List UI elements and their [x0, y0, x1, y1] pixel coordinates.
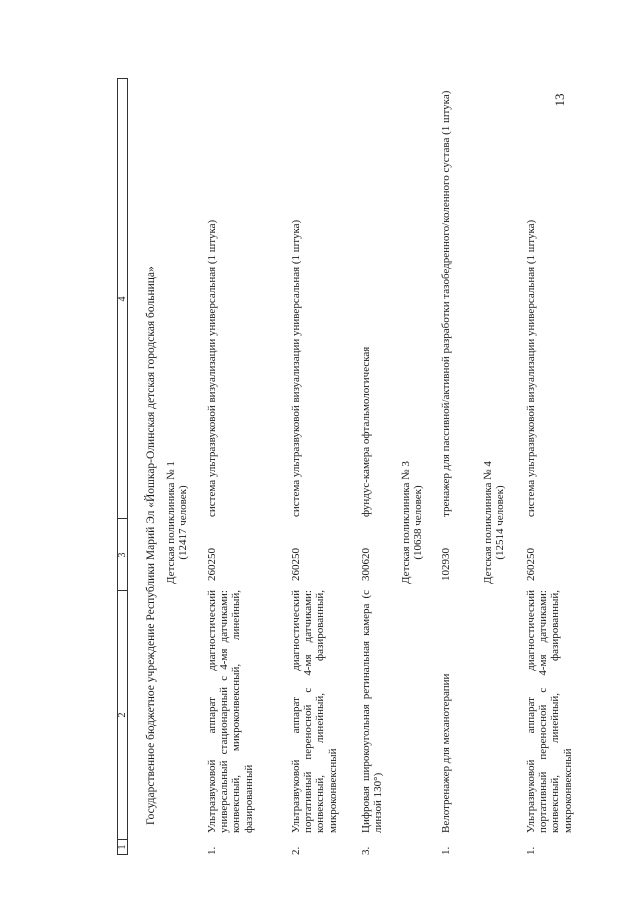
header-divider	[118, 518, 127, 519]
header-col-4: 4	[117, 296, 128, 302]
equipment-code: 260250	[206, 548, 218, 581]
equipment-name: Велотренажер для механотерапии	[440, 673, 452, 833]
equipment-code: 300620	[360, 548, 372, 581]
header-divider	[118, 854, 127, 855]
equipment-name: Ультразвуковой аппарат диагностический универсальный стационарный с 4-мя датчиками: конвексный, микроконвексный, линейный, фазированный	[206, 590, 255, 833]
equipment-category: тренажер для пассивной/активной разработки тазобедренного/коленного сустава (1 штука)	[440, 90, 452, 517]
table-header-row	[117, 78, 128, 855]
header-divider	[118, 78, 127, 79]
header-col-3: 3	[117, 552, 128, 558]
group-title: Детская поликлиника № 1 (12417 человек)	[165, 461, 190, 584]
row-number: 1.	[440, 846, 452, 855]
equipment-category: система ультразвуковой визуализации универсальная (1 штука)	[290, 219, 302, 517]
equipment-category: система ультразвуковой визуализации универсальная (1 штука)	[206, 219, 218, 517]
header-divider	[118, 590, 127, 591]
row-number: 2.	[290, 846, 302, 855]
group-title: Детская поликлиника № 3 (10638 человек)	[400, 461, 425, 584]
page-number: 13	[552, 93, 567, 107]
header-col-1: 1	[117, 844, 128, 850]
equipment-category: система ультразвуковой визуализации универсальная (1 штука)	[525, 219, 537, 517]
equipment-name: Ультразвуковой аппарат диагностический портативный переносной с 4-мя датчиками: конвексный, линейный, фазированный, микроконвексный	[290, 590, 339, 833]
equipment-code: 102930	[440, 548, 452, 581]
header-col-2: 2	[117, 712, 128, 718]
row-number: 1.	[525, 846, 537, 855]
equipment-code: 260250	[525, 548, 537, 581]
equipment-table	[117, 78, 574, 855]
row-number: 3.	[360, 846, 372, 855]
header-divider	[118, 839, 127, 840]
row-number: 1.	[206, 846, 218, 855]
equipment-code: 260250	[290, 548, 302, 581]
equipment-category: фундус-камера офтальмологическая	[360, 346, 372, 517]
equipment-name: Цифровая широкоугольная ретинальная камера (с линзой 130°)	[360, 590, 385, 833]
group-title: Детская поликлиника № 4 (12514 человек)	[482, 461, 507, 584]
organization-title: Государственное бюджетное учреждение Республики Марий Эл «Йошкар-Олинская детская городская больница»	[145, 266, 157, 825]
equipment-name: Ультразвуковой аппарат диагностический портативный переносной с 4-мя датчиками: конвексный, линейный, фазированный, микроконвексный	[525, 590, 574, 833]
